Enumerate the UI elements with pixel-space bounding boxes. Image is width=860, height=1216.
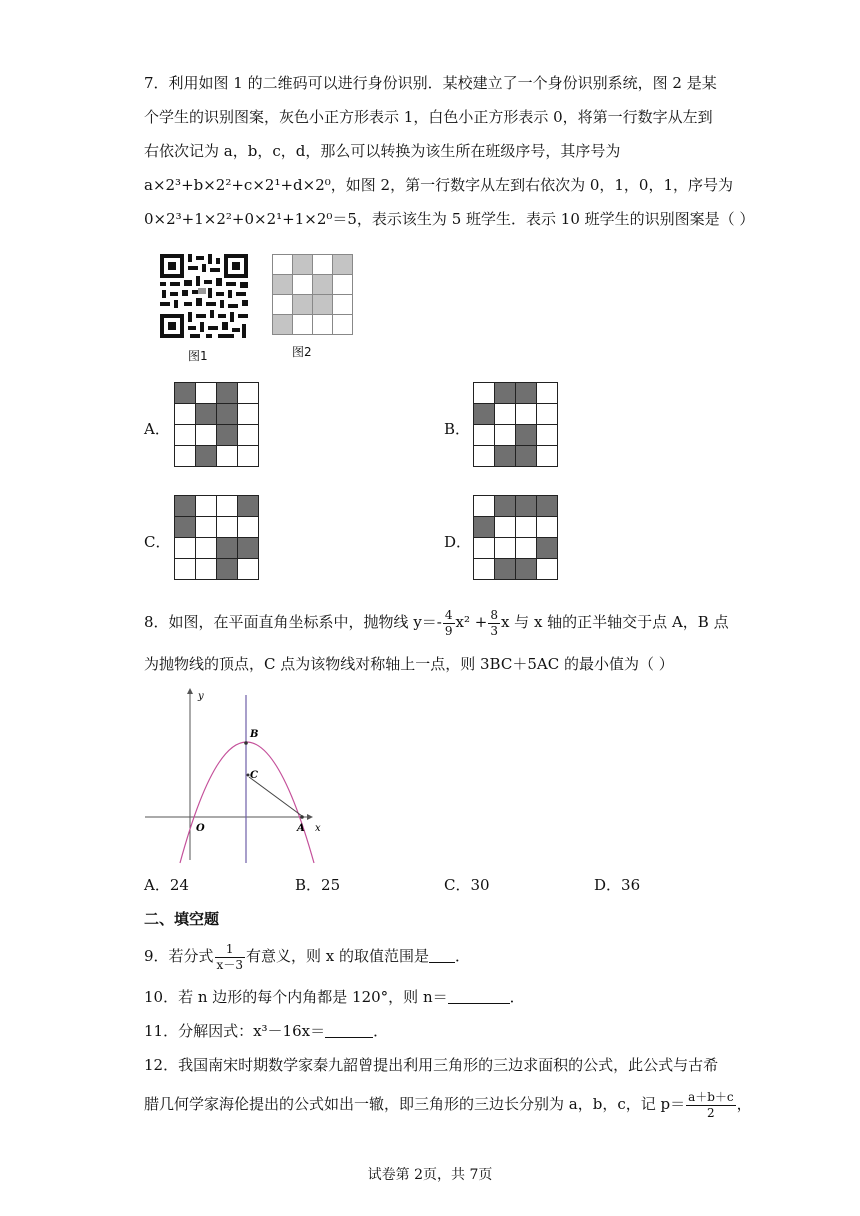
grid-cell-white xyxy=(196,383,217,404)
q7-line2: 个学生的识别图案，灰色小正方形表示 1，白色小正方形表示 0，将第一行数字从左到 xyxy=(144,108,713,126)
grid-cell-white xyxy=(238,425,259,446)
q9-answer-blank[interactable] xyxy=(429,948,455,963)
grid-cell-white xyxy=(333,295,353,315)
grid-cell-white xyxy=(495,404,516,425)
grid-cell-gray xyxy=(516,446,537,467)
q7-line3: 右依次记为 a，b，c，d，那么可以转换为该生所在班级序号，其序号为 xyxy=(144,142,621,160)
q9-end: ． xyxy=(454,947,470,965)
fig2-grid xyxy=(272,254,353,335)
grid-cell-white xyxy=(333,275,353,295)
grid-cell-gray xyxy=(313,295,333,315)
grid-cell-gray xyxy=(313,275,333,295)
grid-cell-gray xyxy=(217,559,238,580)
grid-cell-gray xyxy=(175,496,196,517)
grid-cell-gray xyxy=(537,538,558,559)
grid-cell-gray xyxy=(293,295,313,315)
grid-cell-white xyxy=(474,425,495,446)
grid-cell-white xyxy=(196,559,217,580)
frac-den: 9 xyxy=(444,623,453,638)
option-c-grid[interactable] xyxy=(174,495,259,580)
grid-cell-gray xyxy=(495,496,516,517)
q11-line xyxy=(144,1020,388,1041)
grid-cell-white xyxy=(238,559,259,580)
q11-end: ． xyxy=(373,1022,389,1040)
grid-cell-white xyxy=(293,275,313,295)
option-b-label[interactable]: B． xyxy=(444,420,471,438)
option-c-label[interactable]: C． xyxy=(144,533,171,551)
point-a-label: A xyxy=(297,823,305,834)
grid-cell-white xyxy=(238,404,259,425)
frac-den: 2 xyxy=(707,1105,715,1120)
grid-cell-gray xyxy=(175,383,196,404)
grid-cell-white xyxy=(537,383,558,404)
grid-cell-white xyxy=(293,315,313,335)
grid-cell-white xyxy=(474,538,495,559)
grid-cell-white xyxy=(175,404,196,425)
grid-cell-white xyxy=(474,446,495,467)
grid-cell-gray xyxy=(217,383,238,404)
grid-cell-white xyxy=(217,517,238,538)
grid-cell-gray xyxy=(495,446,516,467)
option-a-label[interactable]: A． xyxy=(144,420,170,438)
q8-frac-8-3 xyxy=(488,608,500,639)
grid-cell-white xyxy=(537,517,558,538)
grid-cell-white xyxy=(273,295,293,315)
q12-line2-a: 腊几何学家海伦提出的公式如出一辙，即三角形的三边长分别为 a，b，c，记 p＝ xyxy=(144,1095,686,1113)
q8-line1-a: 8．如图，在平面直角坐标系中，抛物线 y＝- xyxy=(144,613,442,631)
grid-cell-gray xyxy=(516,383,537,404)
grid-cell-gray xyxy=(217,425,238,446)
segment-ac xyxy=(249,777,302,816)
frac-num: 1 xyxy=(215,942,245,958)
q9-line xyxy=(144,938,470,974)
q8-choice-d[interactable]: D．36 xyxy=(594,876,641,894)
grid-cell-white xyxy=(516,538,537,559)
q10-answer-blank[interactable] xyxy=(448,989,510,1004)
qr-code-figure xyxy=(158,252,250,340)
grid-cell-white xyxy=(537,404,558,425)
grid-cell-white xyxy=(313,315,333,335)
frac-den: 3 xyxy=(490,623,498,638)
grid-cell-white xyxy=(516,517,537,538)
grid-cell-gray xyxy=(196,404,217,425)
grid-cell-gray xyxy=(273,315,293,335)
q10-pre: 10．若 n 边形的每个内角都是 120°，则 n＝ xyxy=(144,988,448,1006)
point-b xyxy=(244,741,248,745)
q11-answer-blank[interactable] xyxy=(325,1023,373,1038)
frac-num: 4 xyxy=(444,607,453,622)
grid-cell-gray xyxy=(516,496,537,517)
q12-line2-b: ， xyxy=(736,1095,752,1113)
grid-cell-white xyxy=(196,496,217,517)
parabola-curve xyxy=(180,742,314,863)
grid-cell-white xyxy=(238,383,259,404)
grid-cell-white xyxy=(196,425,217,446)
q10-line xyxy=(144,986,525,1007)
q8-choice-b[interactable]: B．25 xyxy=(295,876,341,894)
q8-choice-a[interactable]: A．24 xyxy=(144,876,189,894)
frac-num: 8 xyxy=(490,607,498,622)
grid-cell-white xyxy=(238,517,259,538)
option-d-label[interactable]: D． xyxy=(444,533,472,551)
option-d-grid[interactable] xyxy=(473,495,558,580)
q8-line2: 为抛物线的顶点，C 点为该物线对称轴上一点，则 3BC＋5AC 的最小值为（ ） xyxy=(144,655,674,673)
grid-cell-gray xyxy=(495,383,516,404)
grid-cell-white xyxy=(474,559,495,580)
grid-cell-gray xyxy=(217,404,238,425)
q7-line1: 7．利用如图 1 的二维码可以进行身份识别．某校建立了一个身份识别系统，图 2 是某 xyxy=(144,74,717,92)
grid-cell-gray xyxy=(333,255,353,275)
point-a xyxy=(300,815,304,819)
grid-cell-gray xyxy=(238,496,259,517)
grid-cell-white xyxy=(175,559,196,580)
grid-cell-white xyxy=(537,446,558,467)
grid-cell-white xyxy=(333,315,353,335)
grid-cell-white xyxy=(175,538,196,559)
grid-cell-white xyxy=(313,255,333,275)
grid-cell-gray xyxy=(474,404,495,425)
grid-cell-gray xyxy=(273,275,293,295)
fig1-caption: 图1 xyxy=(188,349,208,363)
grid-cell-gray xyxy=(495,559,516,580)
point-b-label: B xyxy=(250,729,259,740)
q10-end: ． xyxy=(509,988,525,1006)
grid-cell-white xyxy=(474,496,495,517)
grid-cell-gray xyxy=(175,517,196,538)
grid-cell-white xyxy=(474,383,495,404)
grid-cell-gray xyxy=(474,517,495,538)
q7-line4: a×2³+b×2²+c×2¹+d×2⁰，如图 2，第一行数字从左到右依次为 0，1，0，1，序号为 xyxy=(144,176,734,194)
q12-fraction xyxy=(686,1090,736,1121)
page-footer: 试卷第 2页，共 7页 xyxy=(367,1167,493,1183)
frac-den: x－3 xyxy=(216,957,243,972)
q12-line1: 12．我国南宋时期数学家秦九韶曾提出利用三角形的三边求面积的公式，此公式与古希 xyxy=(144,1056,719,1074)
grid-cell-white xyxy=(217,496,238,517)
grid-cell-white xyxy=(196,538,217,559)
grid-cell-gray xyxy=(516,425,537,446)
grid-cell-white xyxy=(495,517,516,538)
q9-post: 有意义，则 x 的取值范围是 xyxy=(245,947,429,965)
grid-cell-gray xyxy=(217,538,238,559)
fig2-caption: 图2 xyxy=(292,345,312,359)
grid-cell-gray xyxy=(537,496,558,517)
y-axis-label: y xyxy=(198,691,204,702)
grid-cell-white xyxy=(495,538,516,559)
grid-cell-white xyxy=(495,425,516,446)
q9-pre: 9．若分式 xyxy=(144,947,214,965)
q8-frac-4-9 xyxy=(443,608,455,639)
grid-cell-gray xyxy=(238,538,259,559)
grid-cell-white xyxy=(537,425,558,446)
grid-cell-white xyxy=(175,446,196,467)
q9-fraction xyxy=(215,942,245,973)
option-a-grid[interactable] xyxy=(174,382,259,467)
q11-pre: 11．分解因式：x³－16x＝ xyxy=(144,1022,326,1040)
grid-cell-white xyxy=(537,559,558,580)
q8-choice-c[interactable]: C．30 xyxy=(444,876,490,894)
grid-cell-gray xyxy=(516,559,537,580)
grid-cell-white xyxy=(217,446,238,467)
section-heading: 二、填空题 xyxy=(144,910,220,928)
grid-cell-gray xyxy=(293,255,313,275)
origin-label: O xyxy=(196,823,205,834)
grid-cell-white xyxy=(175,425,196,446)
grid-cell-white xyxy=(516,404,537,425)
q12-line2 xyxy=(144,1084,752,1124)
grid-cell-white xyxy=(273,255,293,275)
q7-line5: 0×2³+1×2²+0×2¹+1×2⁰＝5，表示该生为 5 班学生．表示 10 班学生的识别图案是（ ） xyxy=(144,210,755,228)
parabola-graph xyxy=(140,685,340,865)
option-b-grid[interactable] xyxy=(473,382,558,467)
grid-cell-gray xyxy=(196,446,217,467)
frac-num: a＋b＋c xyxy=(688,1089,734,1104)
point-c-label: C xyxy=(250,770,258,781)
x-axis-label: x xyxy=(315,823,321,834)
q8-line1-b: x² + xyxy=(455,613,488,631)
q8-line1-c: x 与 x 轴的正半轴交于点 A，B 点 xyxy=(500,613,729,631)
grid-cell-white xyxy=(196,517,217,538)
q8-line1 xyxy=(144,602,729,642)
grid-cell-white xyxy=(238,446,259,467)
